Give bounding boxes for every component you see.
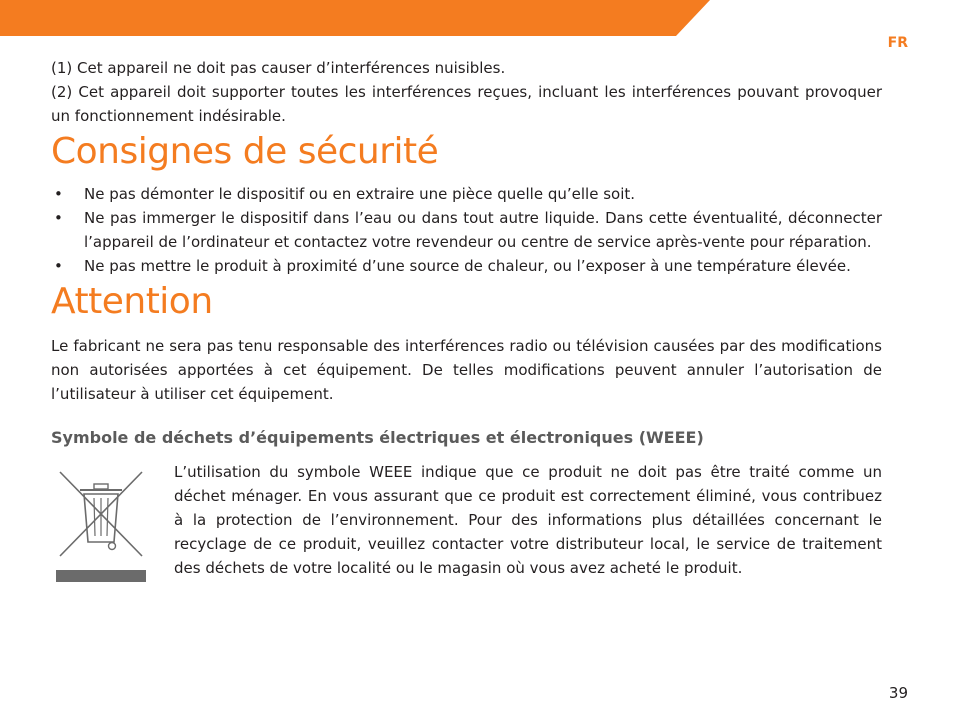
list-item [51, 182, 882, 206]
weee-section [51, 460, 882, 610]
attention-paragraph: Le fabricant ne sera pas tenu responsable des interférences radio ou télévision causées par des modifications non autorisées apportées à cet équipement. De telles modifications peuvent annuler l’autorisation de l’utilisateur à utiliser cet équipement. [51, 337, 882, 403]
page-content [51, 56, 882, 610]
language-tag: FR [887, 35, 908, 51]
header-band [0, 0, 954, 36]
list-item-text: Ne pas immerger le dispositif dans l’eau ou dans tout autre liquide. Dans cette éventualité, déconnecter l’appareil de l’ordinateur et contactez votre revendeur ou centre de service après-vente pour réparation. [84, 209, 882, 251]
crossed-out-wheelie-bin-icon [56, 466, 146, 586]
safety-list [51, 182, 882, 278]
list-item [51, 254, 882, 278]
weee-paragraph: L’utilisation du symbole WEEE indique que ce produit ne doit pas être traité comme un déchet ménager. En vous assurant que ce produit est correctement éliminé, vous contribuez à la protection de l’environnement. Pour des informations plus détaillées concernant le recyclage de ce produit, veuillez contacter votre distributeur local, le service de traitement des déchets de votre localité ou le magasin où vous avez acheté le produit. [174, 463, 882, 577]
bullet-icon: • [54, 209, 63, 227]
list-item-text: Ne pas démonter le dispositif ou en extraire une pièce quelle qu’elle soit. [84, 185, 636, 203]
intro-line-1: (1) Cet appareil ne doit pas causer d’interférences nuisibles. [51, 59, 506, 77]
section-title-attention: Attention [51, 281, 213, 322]
list-item-text: Ne pas mettre le produit à proximité d’une source de chaleur, ou l’exposer à une température élevée. [84, 257, 851, 275]
bullet-icon: • [54, 185, 63, 203]
weee-title: Symbole de déchets d’équipements électriques et électroniques (WEEE) [51, 428, 704, 447]
list-item [51, 206, 882, 254]
page-number: 39 [888, 684, 908, 702]
section-title-safety: Consignes de sécurité [51, 131, 439, 172]
bullet-icon: • [54, 257, 63, 275]
intro-line-2: (2) Cet appareil doit supporter toutes les interférences reçues, incluant les interférences pouvant provoquer un fonctionnement indésirable. [51, 83, 882, 125]
